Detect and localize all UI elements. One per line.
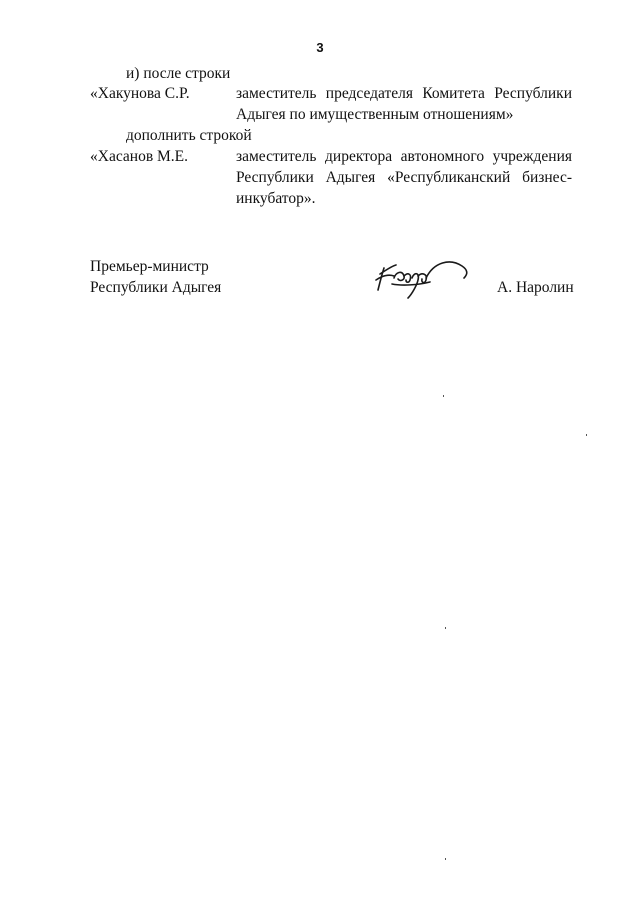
addition-position-line3: инкубатор». — [236, 190, 316, 207]
scan-speck — [445, 627, 446, 629]
handwritten-signature-icon — [372, 252, 472, 300]
section-i-position-line1: заместитель председателя Комитета Республики — [236, 85, 572, 102]
signatory-title-line1: Премьер-министр — [90, 258, 209, 275]
scan-speck — [443, 395, 444, 397]
scan-speck — [445, 858, 446, 860]
section-i-position-line2: Адыгея по имущественным отношениям» — [236, 106, 514, 123]
addition-intro: дополнить строкой — [126, 127, 252, 144]
signatory-name: А. Наролин — [497, 279, 574, 296]
section-i-intro: и) после строки — [126, 65, 231, 82]
signatory-title-line2: Республики Адыгея — [90, 279, 222, 296]
addition-position-line2: Республики Адыгея «Республиканский бизнес- — [236, 169, 572, 186]
page-number: 3 — [316, 40, 324, 55]
section-i-name: «Хакунова С.Р. — [90, 85, 190, 102]
addition-name: «Хасанов М.Е. — [90, 148, 189, 165]
addition-position-line1: заместитель директора автономного учреждения — [236, 148, 572, 165]
scan-speck — [586, 434, 587, 436]
